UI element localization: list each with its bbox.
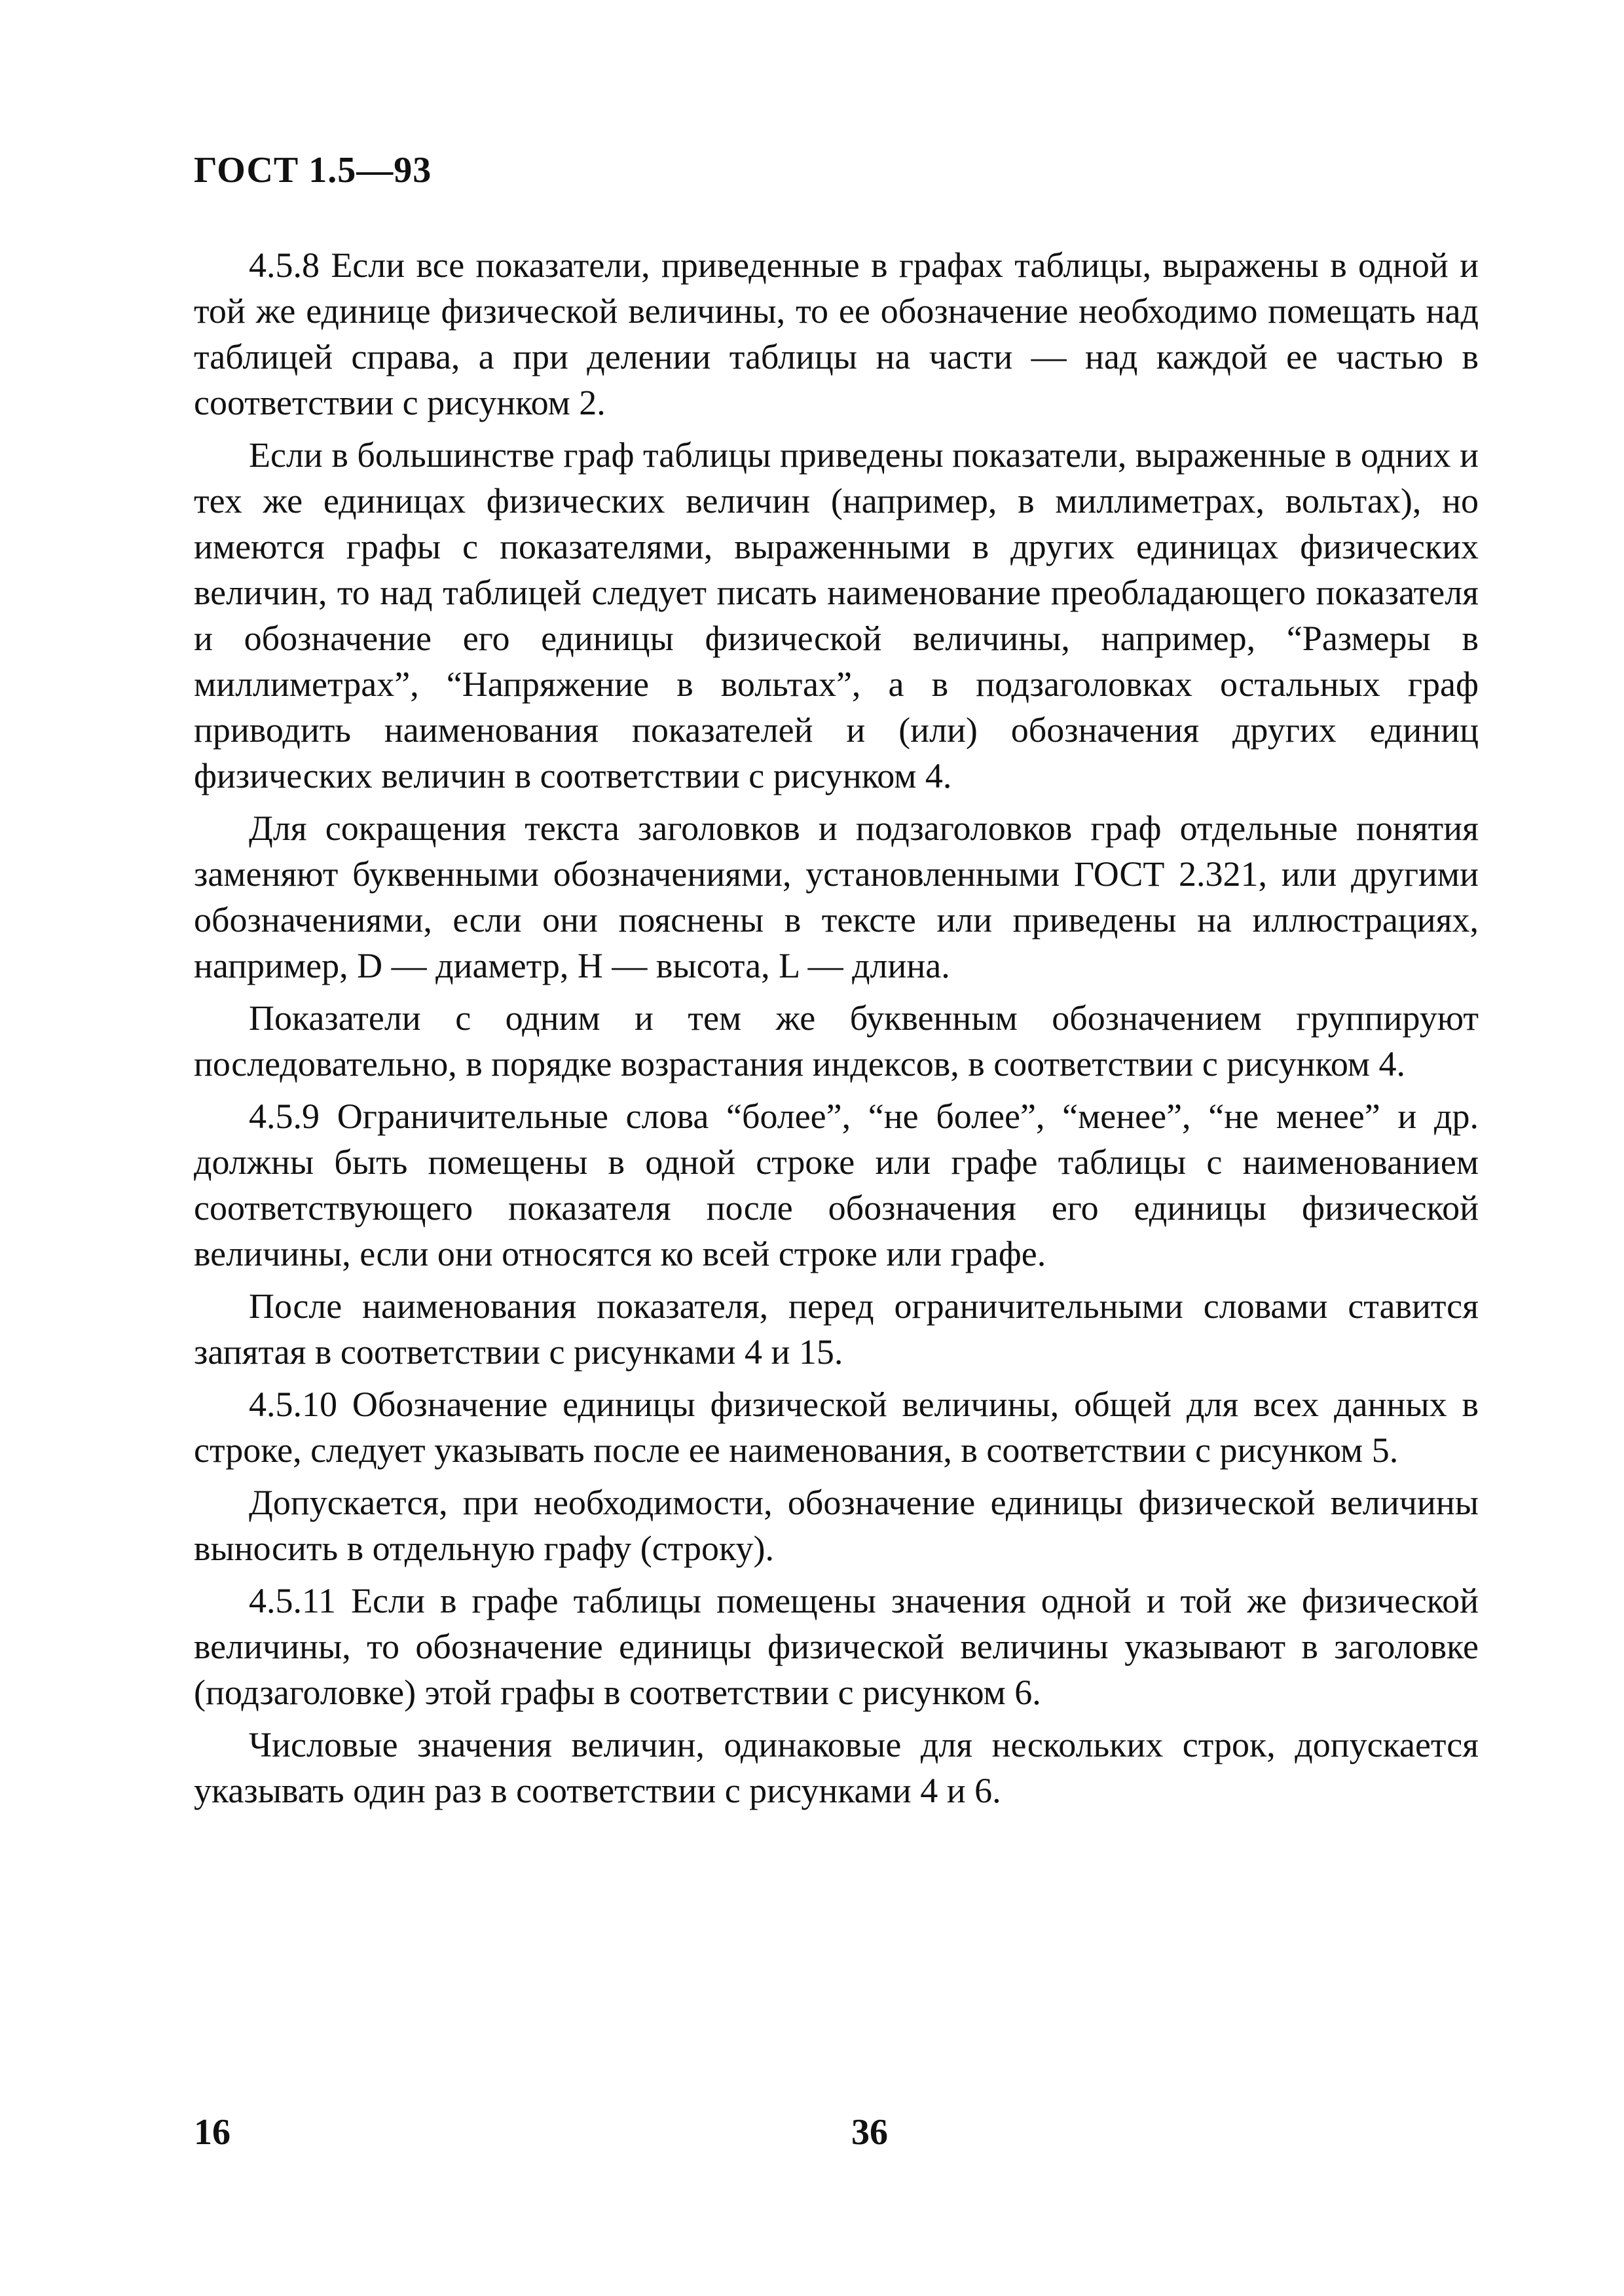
paragraph-4-5-8: 4.5.8 Если все показатели, приведенные в графах таблицы, выражены в одной и той же единице физической величины, то ее обозначение необходимо помещать над таблицей справа, а при делении таблицы на части — над каждой ее частью в соответствии с рисунком 2. [194, 246, 1479, 422]
paragraph-grouping: Показатели с одним и тем же буквенным обозначением группируют последовательно, в порядке возрастания индексов, в соответствии с рисунком 4. [194, 998, 1479, 1084]
paragraph-4-5-9: 4.5.9 Ограничительные слова “более”, “не более”, “менее”, “не менее” и др. должны быть помещены в одной строке или графе таблицы с наименованием соответствующего показателя после обозначения его единицы физической величины, если они относятся ко всей строке или графе. [194, 1097, 1479, 1273]
paragraph-separate-column: Допускается, при необходимости, обозначение единицы физической величины выносить в отдельную графу (строку). [194, 1483, 1479, 1568]
paragraph-units-majority: Если в большинстве граф таблицы приведены показатели, выраженные в одних и тех же единицах физических величин (например, в миллиметрах, вольтах), но имеются графы с показателями, выраженными в других единицах физических величин, то над таблицей следует писать наименование преобладающего показателя и обозначение его единицы физической величины, например, “Размеры в миллиметрах”, “Напряжение в вольтах”, а в подзаголовках остальных граф приводить наименования показателей и (или) обозначения других единиц физических величин в соответствии с рисунком 4. [194, 435, 1479, 795]
sheet-number: 36 [851, 2112, 888, 2153]
document-body [194, 242, 1479, 1820]
document-header: ГОСТ 1.5—93 [194, 150, 432, 191]
paragraph-letter-symbols: Для сокращения текста заголовков и подзаголовков граф отдельные понятия заменяют буквенными обозначениями, установленными ГОСТ 2.321, или другими обозначениями, если они пояснены в тексте или приведены на иллюстрациях, например, D — диаметр, H — высота, L — длина. [194, 809, 1479, 985]
paragraph-numeric-values: Числовые значения величин, одинаковые для нескольких строк, допускается указывать один раз в соответствии с рисунками 4 и 6. [194, 1725, 1479, 1810]
page-number: 16 [194, 2112, 231, 2153]
paragraph-4-5-10: 4.5.10 Обозначение единицы физической величины, общей для всех данных в строке, следует указывать после ее наименования, в соответствии с рисунком 5. [194, 1385, 1479, 1470]
paragraph-4-5-11: 4.5.11 Если в графе таблицы помещены значения одной и той же физической величины, то обозначение единицы физической величины указывают в заголовке (подзаголовке) этой графы в соответствии с рисунком 6. [194, 1581, 1479, 1712]
paragraph-comma: После наименования показателя, перед ограничительными словами ставится запятая в соответствии с рисунками 4 и 15. [194, 1286, 1479, 1372]
